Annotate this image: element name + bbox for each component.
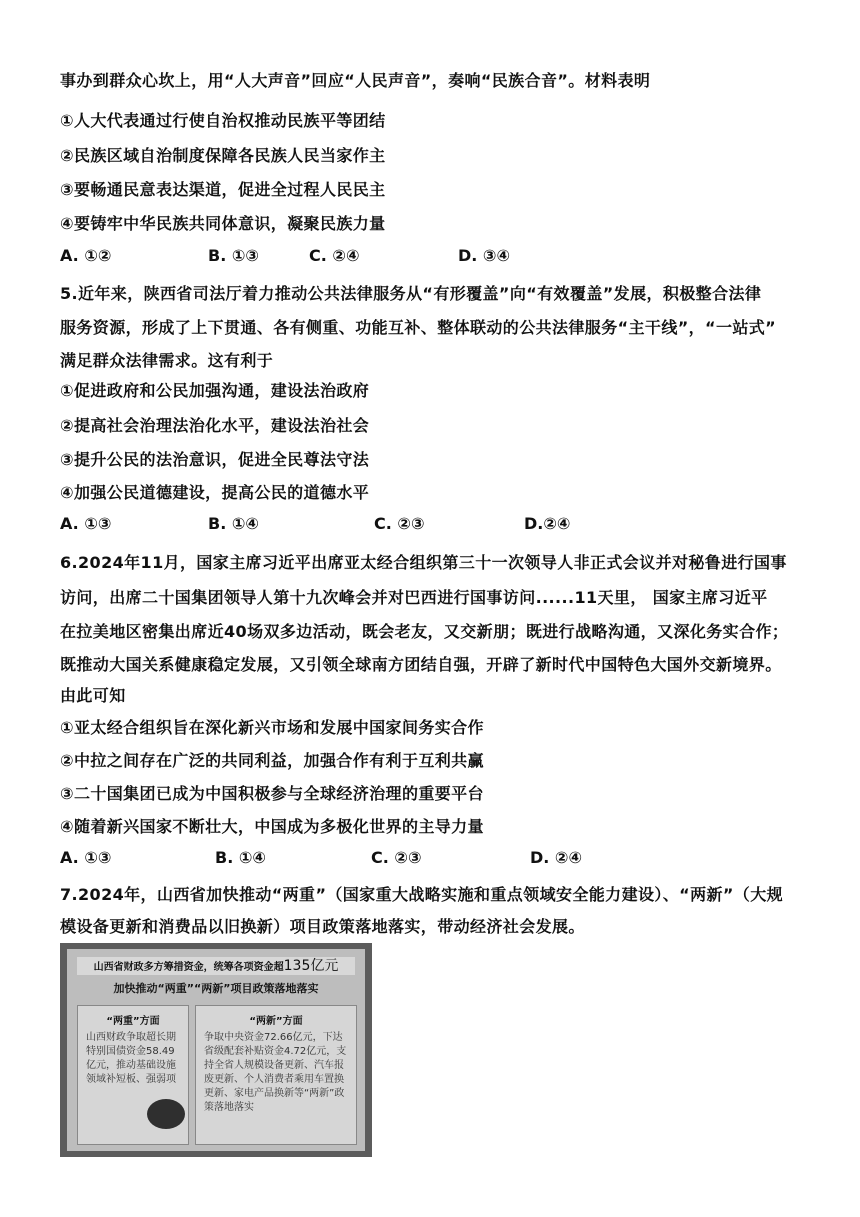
option-c: C. ②④ bbox=[309, 246, 360, 265]
line-20: ④随着新兴国家不断壮大，中国成为多极化世界的主导力量 bbox=[60, 817, 484, 836]
option-b: B. ①④ bbox=[215, 848, 266, 867]
line-9: ②提高社会治理法治化水平，建设法治社会 bbox=[60, 416, 370, 435]
line-6: 服务资源，形成了上下贯通、各有侧重、功能互补、整体联动的公共法律服务“主干线”，“一站式” bbox=[60, 318, 777, 337]
option-a: A. ①③ bbox=[60, 514, 112, 533]
line-1: ①人大代表通过行使自治权推动民族平等团结 bbox=[60, 111, 386, 130]
line-12: 6.2024年11月，国家主席习近平出席亚太经合组织第三十一次领导人非正式会议并对秘鲁进行国事 bbox=[60, 553, 787, 572]
option-d: D. ②④ bbox=[530, 848, 583, 867]
left-panel-text: 山西财政争取超长期特别国债资金58.49亿元，推动基础设施领域补短板、强弱项 bbox=[86, 1032, 176, 1085]
line-0: 事办到群众心坎上，用“人大声音”回应“人民声音”，奏响“民族合音”。材料表明 bbox=[60, 71, 651, 90]
line-19: ③二十国集团已成为中国积极参与全球经济治理的重要平台 bbox=[60, 784, 484, 803]
line-17: ①亚太经合组织旨在深化新兴市场和发展中国家间务实合作 bbox=[60, 718, 484, 737]
stamp-icon bbox=[147, 1099, 185, 1129]
line-14: 在拉美地区密集出席近40场双多边活动，既会老友，又交新朋；既进行战略沟通，又深化务实合作； bbox=[60, 622, 789, 641]
figure-header-text: 山西省财政多方筹措资金，统筹各项资金超 bbox=[93, 962, 284, 973]
line-8: ①促进政府和公民加强沟通，建设法治政府 bbox=[60, 381, 370, 400]
line-22: 模设备更新和消费品以旧换新）项目政策落地落实，带动经济社会发展。 bbox=[60, 917, 585, 936]
option-d: D.②④ bbox=[524, 514, 571, 533]
option-a: A. ①② bbox=[60, 246, 112, 265]
line-3: ③要畅通民意表达渠道，促进全过程人民民主 bbox=[60, 180, 386, 199]
option-c: C. ②③ bbox=[371, 848, 422, 867]
info-figure bbox=[60, 943, 372, 1157]
left-panel-title: “两重”方面 bbox=[106, 1016, 160, 1027]
figure-header bbox=[77, 957, 355, 975]
line-13: 访问，出席二十国集团领导人第十九次峰会并对巴西进行国事访问......11天里， 国家主席习近平 bbox=[60, 588, 768, 607]
option-b: B. ①③ bbox=[208, 246, 259, 265]
line-11: ④加强公民道德建设，提高公民的道德水平 bbox=[60, 483, 370, 502]
figure-subtitle: 加快推动“两重”“两新”项目政策落地落实 bbox=[113, 982, 319, 995]
figure-board bbox=[67, 949, 365, 1151]
line-16: 由此可知 bbox=[60, 686, 126, 705]
option-c: C. ②③ bbox=[374, 514, 425, 533]
line-21: 7.2024年，山西省加快推动“两重”（国家重大战略实施和重点领域安全能力建设）、“两新”（大规 bbox=[60, 885, 784, 904]
figure-header-amount: 135亿元 bbox=[283, 958, 339, 974]
line-7: 满足群众法律需求。这有利于 bbox=[60, 351, 274, 370]
option-a: A. ①③ bbox=[60, 848, 112, 867]
right-panel bbox=[195, 1005, 357, 1145]
line-5: 5.近年来，陕西省司法厅着力推动公共法律服务从“有形覆盖”向“有效覆盖”发展，积极整合法律 bbox=[60, 284, 762, 303]
line-2: ②民族区域自治制度保障各民族人民当家作主 bbox=[60, 146, 386, 165]
right-panel-title: “两新”方面 bbox=[249, 1016, 303, 1027]
option-b: B. ①④ bbox=[208, 514, 259, 533]
line-15: 既推动大国关系健康稳定发展，又引领全球南方团结自强，开辟了新时代中国特色大国外交新境界。 bbox=[60, 655, 782, 674]
line-4: ④要铸牢中华民族共同体意识，凝聚民族力量 bbox=[60, 214, 386, 233]
line-10: ③提升公民的法治意识，促进全民尊法守法 bbox=[60, 450, 370, 469]
option-d: D. ③④ bbox=[458, 246, 511, 265]
right-panel-text: 争取中央资金72.66亿元，下达省级配套补贴资金4.72亿元，支持全省人规模设备更新、汽车报废更新、个人消费者乘用车置换更新、家电产品换新等“两新”政策落地落实 bbox=[204, 1032, 347, 1113]
line-18: ②中拉之间存在广泛的共同利益，加强合作有利于互利共赢 bbox=[60, 751, 484, 770]
